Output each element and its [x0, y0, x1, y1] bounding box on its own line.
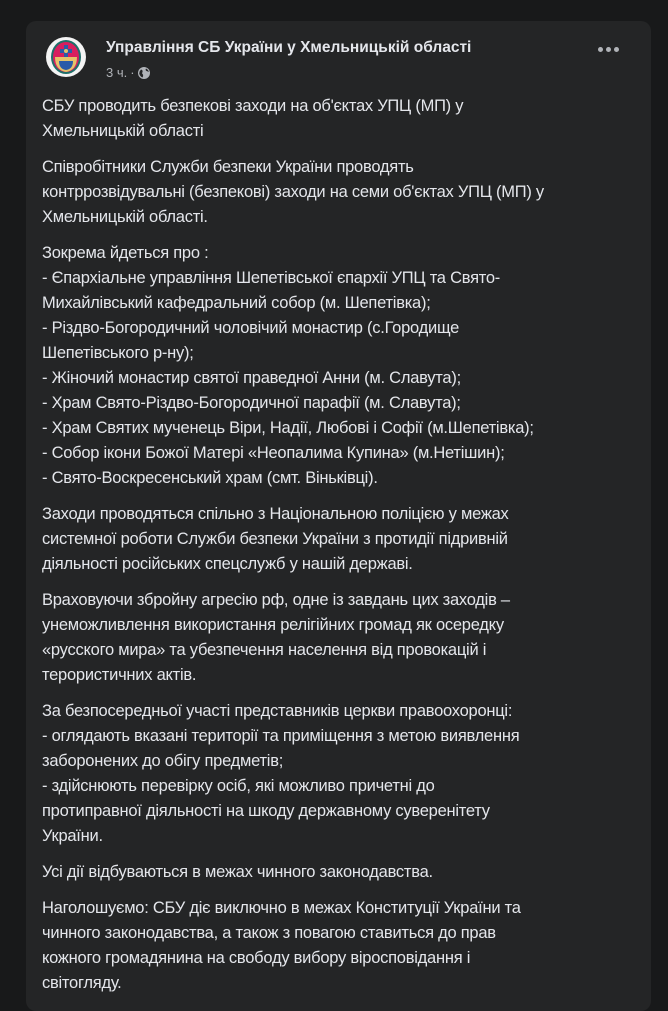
post-text-line: чинного законодавства, а також з повагою ставиться до прав [42, 924, 496, 942]
post-text-line: - Свято-Воскресенський храм (смт. Віньківці). [42, 469, 378, 487]
post-timestamp[interactable]: 3 ч. [106, 65, 128, 80]
post-text-line: - Собор ікони Божої Матері «Неопалима Купина» (м.Нетішин); [42, 444, 505, 462]
post-text-line: За безпосередньої участі представників церкви правоохоронці: [42, 702, 513, 720]
post-paragraph [42, 588, 635, 688]
post-text-line: «русского мира» та убезпечення населення від провокацій і [42, 641, 487, 659]
post-text-line: заборонених до обігу предметів; [42, 752, 284, 770]
post-card [26, 21, 651, 1011]
post-text-line: Хмельницькій області [42, 122, 204, 140]
post-text-line: Михайлівський кафедральний собор (м. Шепетівка); [42, 294, 431, 312]
post-text-line: - Храм Свято-Різдво-Богородичної парафії (м. Славута); [42, 394, 461, 412]
post-text-line: Шепетівського р-ну); [42, 344, 194, 362]
post-text-line: світогляду. [42, 974, 122, 992]
post-text-line: України. [42, 827, 103, 845]
post-text-line: Зокрема йдеться про : [42, 244, 209, 262]
post-text-line: Хмельницькій області. [42, 208, 208, 226]
page-avatar[interactable] [46, 37, 86, 77]
more-dot [614, 47, 619, 52]
post-text-line: Заходи проводяться спільно з Національною поліцією у межах [42, 505, 509, 523]
post-meta [106, 65, 150, 80]
post-text-line: Співробітники Служби безпеки України проводять [42, 158, 414, 176]
post-text-line: системної роботи Служби безпеки України з протидії підривній [42, 530, 508, 548]
post-text-line: - оглядають вказані території та приміщення з метою виявлення [42, 727, 520, 745]
page-name-link[interactable]: Управління СБ України у Хмельницькій області [106, 39, 472, 56]
post-header [26, 21, 651, 91]
globe-icon [138, 67, 150, 79]
post-text-line: - здійснюють перевірку осіб, які можливо причетні до [42, 777, 435, 795]
post-paragraph [42, 241, 635, 491]
post-text-line: контррозвідувальні (безпекові) заходи на семи об'єктах УПЦ (МП) у [42, 183, 544, 201]
post-text-line: СБУ проводить безпекові заходи на об'єктах УПЦ (МП) у [42, 97, 464, 115]
post-text-line: протиправної діяльності на шкоду державному суверенітету [42, 802, 490, 820]
post-text-line: Наголошуємо: СБУ діє виключно в межах Конституції України та [42, 899, 521, 917]
post-text-line: кожного громадянина на свободу вибору віросповідання і [42, 949, 471, 967]
post-paragraph [42, 155, 635, 230]
post-text-line: Усі дії відбуваються в межах чинного законодавства. [42, 863, 433, 881]
post-paragraph [42, 94, 635, 144]
post-text-line: - Різдво-Богородичний чоловічий монастир (с.Городище [42, 319, 460, 337]
post-paragraph [42, 860, 635, 885]
post-text-line: діяльності російських спецслужб у нашій державі. [42, 555, 413, 573]
post-paragraph [42, 502, 635, 577]
post-paragraph [42, 896, 635, 996]
post-text-line: унеможливлення використання релігійних громад як осередку [42, 616, 504, 634]
sbu-emblem-icon [46, 37, 86, 77]
post-text-line: - Храм Святих мученець Віри, Надії, Любові і Софії (м.Шепетівка); [42, 419, 534, 437]
post-text-line: Враховуючи збройну агресію рф, одне із завдань цих заходів – [42, 591, 510, 609]
post-body [26, 91, 651, 996]
more-dot [606, 47, 611, 52]
meta-separator: · [130, 65, 135, 80]
post-paragraph [42, 699, 635, 849]
post-text-line: - Єпархіальне управління Шепетівської єпархії УПЦ та Свято- [42, 269, 501, 287]
more-horizontal-icon [598, 47, 603, 52]
post-text-line: терористичних актів. [42, 666, 197, 684]
more-options-button[interactable] [598, 47, 619, 52]
post-text-line: - Жіночий монастир святої праведної Анни (м. Славута); [42, 369, 461, 387]
